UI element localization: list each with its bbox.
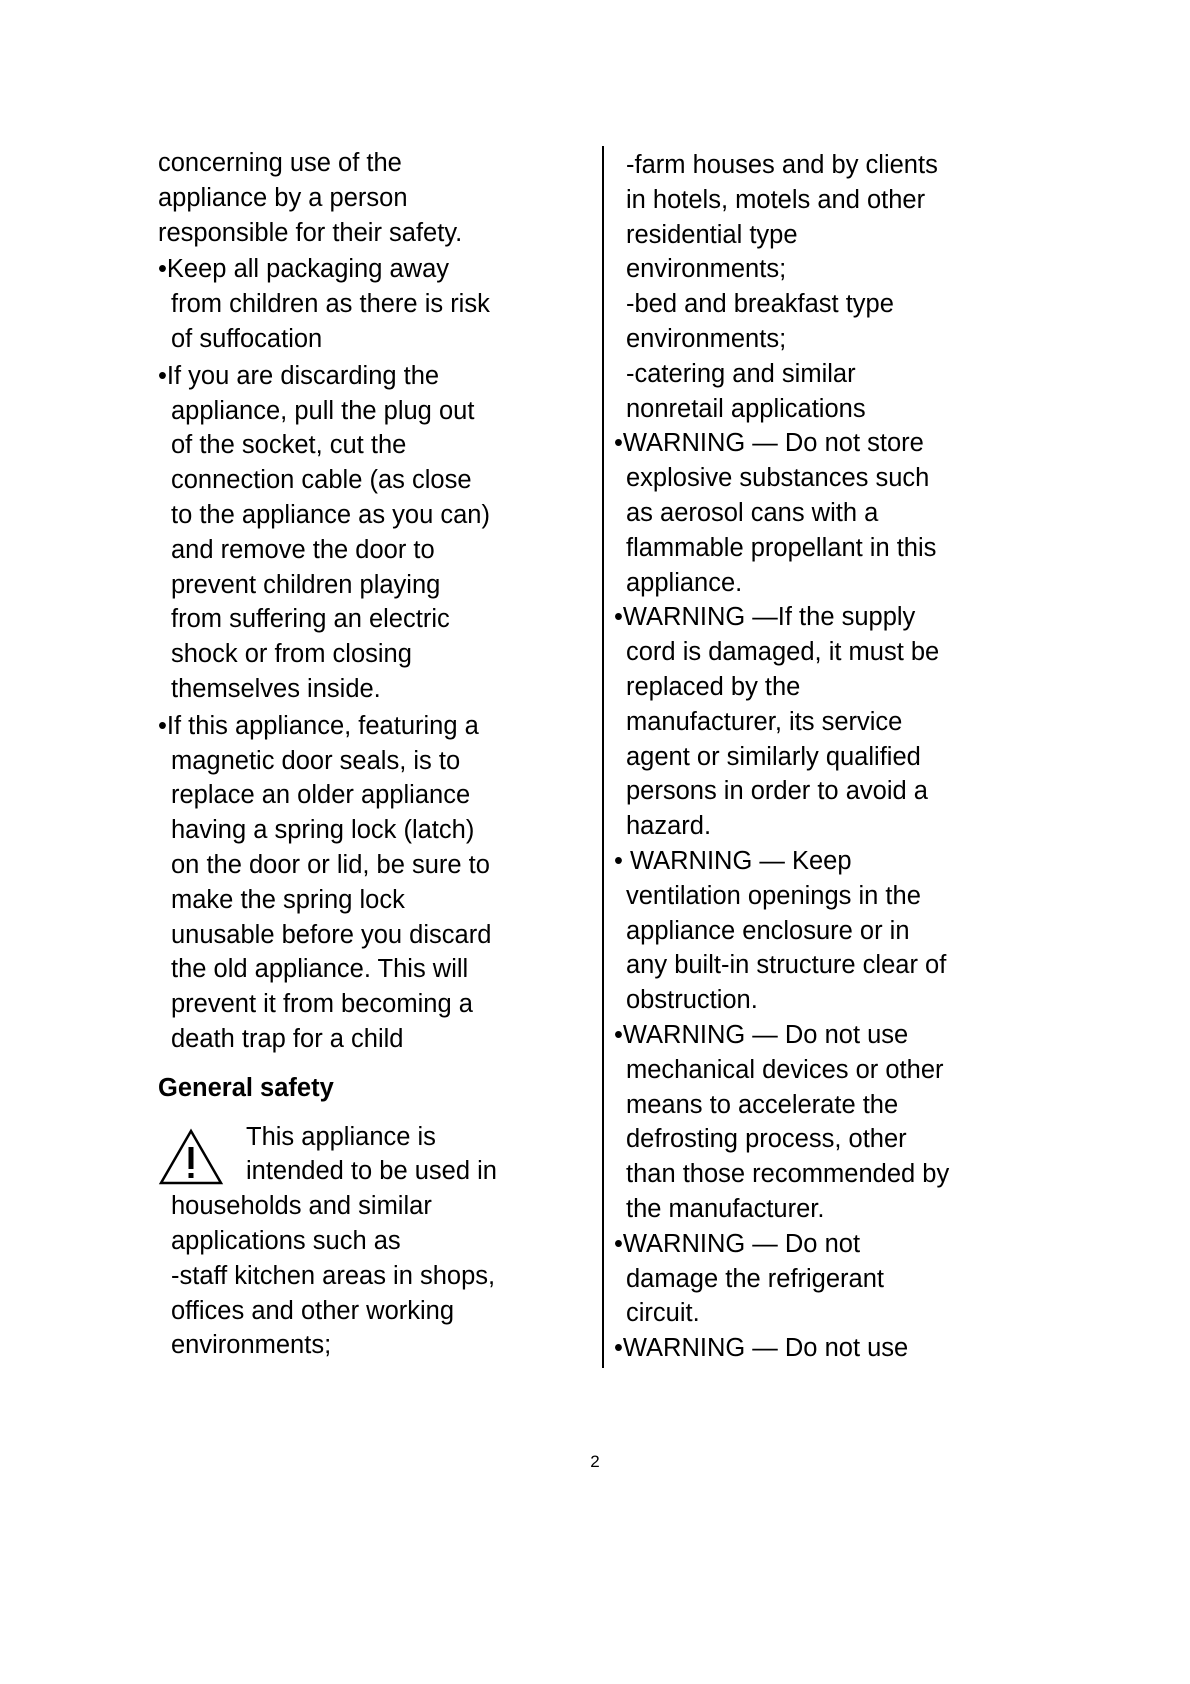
bullet-line: make the spring lock [171, 885, 405, 914]
warning-bullet-line: • WARNING — Keep [614, 846, 852, 875]
right-line: -catering and similar [626, 359, 856, 388]
right-line: manufacturer, its service [626, 707, 903, 736]
bullet-discarding [158, 359, 598, 707]
warning-bullet-line: •WARNING —If the supply [614, 603, 916, 632]
bullet-line: from children as there is risk [171, 290, 490, 319]
right-line: circuit. [626, 1299, 700, 1328]
bullet-line: prevent it from becoming a [171, 990, 473, 1019]
warning-bullet-line: •WARNING — Do not use [614, 1020, 909, 1049]
bullet-line: and remove the door to [171, 535, 435, 564]
general-safety-line: households and similar [171, 1192, 432, 1221]
bullet-line: •If you are discarding the [158, 361, 440, 390]
warning-triangle-icon [158, 1128, 224, 1186]
bullet-line: of suffocation [171, 324, 323, 353]
right-line: as aerosol cans with a [626, 498, 879, 527]
right-line: residential type [626, 220, 798, 249]
right-line: explosive substances such [626, 464, 930, 493]
bullet-line: of the socket, cut the [171, 431, 407, 460]
bullet-line: •Keep all packaging away [158, 255, 450, 284]
intro-line: concerning use of the [158, 149, 402, 177]
right-line: ventilation openings in the [626, 881, 921, 910]
bullet-line: on the door or lid, be sure to [171, 850, 490, 879]
right-line: hazard. [626, 812, 712, 841]
right-line: any built-in structure clear of [626, 951, 947, 980]
right-line: agent or similarly qualified [626, 742, 921, 771]
bullet-line: prevent children playing [171, 570, 441, 599]
warning-bullet-line: •WARNING — Do not [614, 1229, 861, 1258]
bullet-line: death trap for a child [171, 1024, 404, 1053]
bullet-packaging [158, 252, 598, 356]
bullet-line: having a spring lock (latch) [171, 816, 475, 845]
bullet-line: the old appliance. This will [171, 955, 469, 984]
right-line: -bed and breakfast type [626, 290, 894, 319]
general-safety-line: intended to be used in [246, 1157, 497, 1186]
right-line: appliance enclosure or in [626, 916, 910, 945]
right-line: defrosting process, other [626, 1125, 907, 1154]
page-number: 2 [590, 1452, 600, 1471]
bullet-line: to the appliance as you can) [171, 500, 490, 529]
right-line: damage the refrigerant [626, 1264, 884, 1293]
right-line: in hotels, motels and other [626, 185, 926, 214]
bullet-line: themselves inside. [171, 674, 381, 703]
right-line: environments; [626, 324, 787, 353]
right-line: obstruction. [626, 986, 758, 1015]
intro-line: appliance by a person [158, 183, 408, 212]
right-line: flammable propellant in this [626, 533, 937, 562]
right-line: replaced by the [626, 672, 801, 701]
bullet-line: unusable before you discard [171, 920, 492, 949]
general-safety-line: -staff kitchen areas in shops, [171, 1261, 496, 1290]
right-line: the manufacturer. [626, 1194, 825, 1223]
section-heading-general-safety: General safety [158, 1073, 334, 1102]
general-safety-line: environments; [171, 1331, 332, 1360]
right-line: persons in order to avoid a [626, 777, 928, 806]
column-divider [602, 146, 604, 1368]
bullet-line: shock or from closing [171, 640, 412, 669]
general-safety-paragraph [158, 1120, 598, 1364]
right-line: environments; [626, 255, 787, 284]
bullet-line: appliance, pull the plug out [171, 396, 475, 425]
general-safety-line: applications such as [171, 1226, 401, 1255]
general-safety-line: This appliance is [246, 1122, 436, 1151]
right-line: means to accelerate the [626, 1090, 899, 1119]
bullet-line: magnetic door seals, is to [171, 746, 461, 775]
bullet-spring-lock [158, 709, 598, 1057]
bullet-line: •If this appliance, featuring a [158, 711, 479, 740]
right-line: -farm houses and by clients [626, 151, 938, 179]
left-column [158, 146, 598, 1363]
right-line: cord is damaged, it must be [626, 638, 940, 667]
right-line: mechanical devices or other [626, 1055, 944, 1084]
bullet-line: replace an older appliance [171, 781, 471, 810]
right-line: nonretail applications [626, 394, 866, 423]
right-column [614, 148, 1046, 1366]
warning-bullet-line: •WARNING — Do not store [614, 429, 924, 458]
intro-line: responsible for their safety. [158, 218, 463, 247]
general-safety-line: offices and other working [171, 1296, 455, 1325]
warning-bullet-line: •WARNING — Do not use [614, 1334, 909, 1363]
bullet-line: from suffering an electric [171, 605, 450, 634]
bullet-line: connection cable (as close [171, 466, 472, 495]
right-line: appliance. [626, 568, 743, 597]
right-line: than those recommended by [626, 1160, 950, 1189]
